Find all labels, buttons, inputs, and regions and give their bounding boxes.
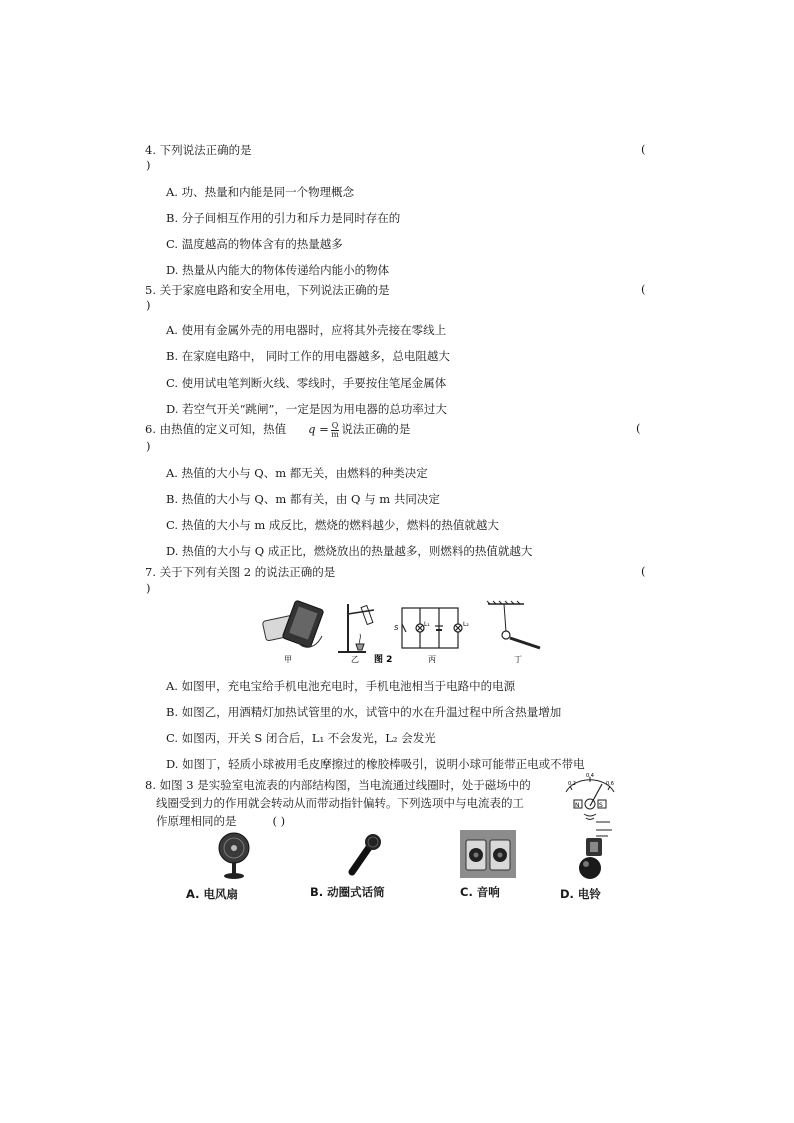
q5-option-c: C. 使用试电笔判断火线、零线时，手要按住笔尾金属体 xyxy=(166,376,447,390)
q6-stem-text: 6. 由热值的定义可知，热值 xyxy=(145,422,287,436)
meter-scale-a: 0.2 xyxy=(568,781,576,787)
q7-option-d: D. 如图丁，轻质小球被用毛皮摩擦过的橡胶棒吸引，说明小球可能带正电或不带电 xyxy=(166,757,585,771)
q6-formula-lhs: q = xyxy=(308,422,329,436)
q5-option-b: B. 在家庭电路中， 同时工作的用电器越多，总电阻越大 xyxy=(166,349,450,363)
q6-paren-close: ) xyxy=(146,439,151,453)
q7-paren-close: ) xyxy=(146,581,151,595)
q6-formula-fraction xyxy=(331,422,340,439)
electric-bell-image xyxy=(568,826,618,882)
q7-paren-open: ( xyxy=(641,564,646,578)
choice-d: D. 电铃 xyxy=(560,887,601,901)
speaker-image xyxy=(460,830,516,878)
figure-3-ammeter xyxy=(560,772,620,830)
figure-lamp1-label: L₁ xyxy=(424,621,430,628)
q5-option-d: D. 若空气开关“跳闸”，一定是因为用电器的总功率过大 xyxy=(166,402,447,416)
q7-option-c: C. 如图丙，开关 S 闭合后，L₁ 不会发光，L₂ 会发光 xyxy=(166,731,436,745)
q4-option-a: A. 功、热量和内能是同一个物理概念 xyxy=(166,185,355,199)
q6-formula-num: Q xyxy=(331,420,339,430)
q5-paren-open: ( xyxy=(641,282,646,296)
q4-option-c: C. 温度越高的物体含有的热量越多 xyxy=(166,237,343,251)
q7-option-b: B. 如图乙，用酒精灯加热试管里的水，试管中的水在升温过程中所含热量增加 xyxy=(166,705,562,719)
meter-scale-b: 0.4 xyxy=(586,773,594,779)
q4-paren-close: ) xyxy=(146,158,151,172)
q4-option-b: B. 分子间相互作用的引力和斥力是同时存在的 xyxy=(166,211,401,225)
figure-jia-powerbank-phone xyxy=(262,600,324,648)
figure-2 xyxy=(256,600,546,668)
choice-a: A. 电风扇 xyxy=(186,887,238,901)
choice-b: B. 动圈式话筒 xyxy=(310,885,385,899)
q6-option-d: D. 热值的大小与 Q 成正比，燃烧放出的热量越多，则燃料的热值就越大 xyxy=(166,544,533,558)
q6-paren-open: ( xyxy=(636,421,641,435)
figure-label-jia: 甲 xyxy=(284,655,292,664)
meter-scale-c: 0.6 xyxy=(606,781,614,787)
figure-ding-ball-rod xyxy=(487,601,540,648)
q4-stem: 4. 下列说法正确的是 xyxy=(145,143,252,157)
q6-option-c: C. 热值的大小与 m 成反比，燃烧的燃料越少，燃料的热值就越大 xyxy=(166,518,499,532)
q5-paren-close: ) xyxy=(146,298,151,312)
figure-label-ding: 丁 xyxy=(514,655,522,664)
q5-option-a: A. 使用有金属外壳的用电器时，应将其外壳接在零线上 xyxy=(166,323,447,337)
figure-yi-test-tube-stand xyxy=(338,604,374,652)
q6-option-a: A. 热值的大小与 Q、m 都无关，由燃料的种类决定 xyxy=(166,466,428,480)
q5-stem: 5. 关于家庭电路和安全用电，下列说法正确的是 xyxy=(145,283,390,297)
q8-stem-line-1: 8. 如图 3 是实验室电流表的内部结构图，当电流通过线圈时，处于磁场中的 xyxy=(145,778,531,792)
meter-magnet-n: N xyxy=(575,802,580,809)
q8-paren: ( ) xyxy=(272,814,286,828)
q4-option-d: D. 热量从内能大的物体传递给内能小的物体 xyxy=(166,263,390,277)
q6-formula-den: m xyxy=(331,429,339,439)
q8-stem-line-3-text: 作原理相同的是 xyxy=(156,814,237,828)
figure-bing-circuit xyxy=(402,608,462,648)
figure-title: 图 2 xyxy=(374,655,393,665)
electric-fan-image xyxy=(212,830,256,880)
q6-stem xyxy=(145,421,410,439)
figure-label-bing: 丙 xyxy=(428,655,436,664)
meter-magnet-s: S xyxy=(599,802,603,809)
figure-switch-label: S xyxy=(394,624,399,632)
figure-label-yi: 乙 xyxy=(351,655,359,664)
q7-option-a: A. 如图甲，充电宝给手机电池充电时，手机电池相当于电路中的电源 xyxy=(166,679,516,693)
q8-stem-line-3 xyxy=(156,813,285,829)
figure-lamp2-label: L₂ xyxy=(463,621,469,628)
dynamic-microphone-image xyxy=(340,832,384,878)
choice-c: C. 音响 xyxy=(460,885,500,899)
q6-stem-tail: 说法正确的是 xyxy=(341,422,411,436)
q6-option-b: B. 热值的大小与 Q、m 都有关，由 Q 与 m 共同决定 xyxy=(166,492,440,506)
q8-stem-line-2: 线圈受到力的作用就会转动从而带动指针偏转。下列选项中与电流表的工 xyxy=(156,796,524,810)
q7-stem: 7. 关于下列有关图 2 的说法正确的是 xyxy=(145,565,336,579)
q4-paren-open: ( xyxy=(641,142,646,156)
